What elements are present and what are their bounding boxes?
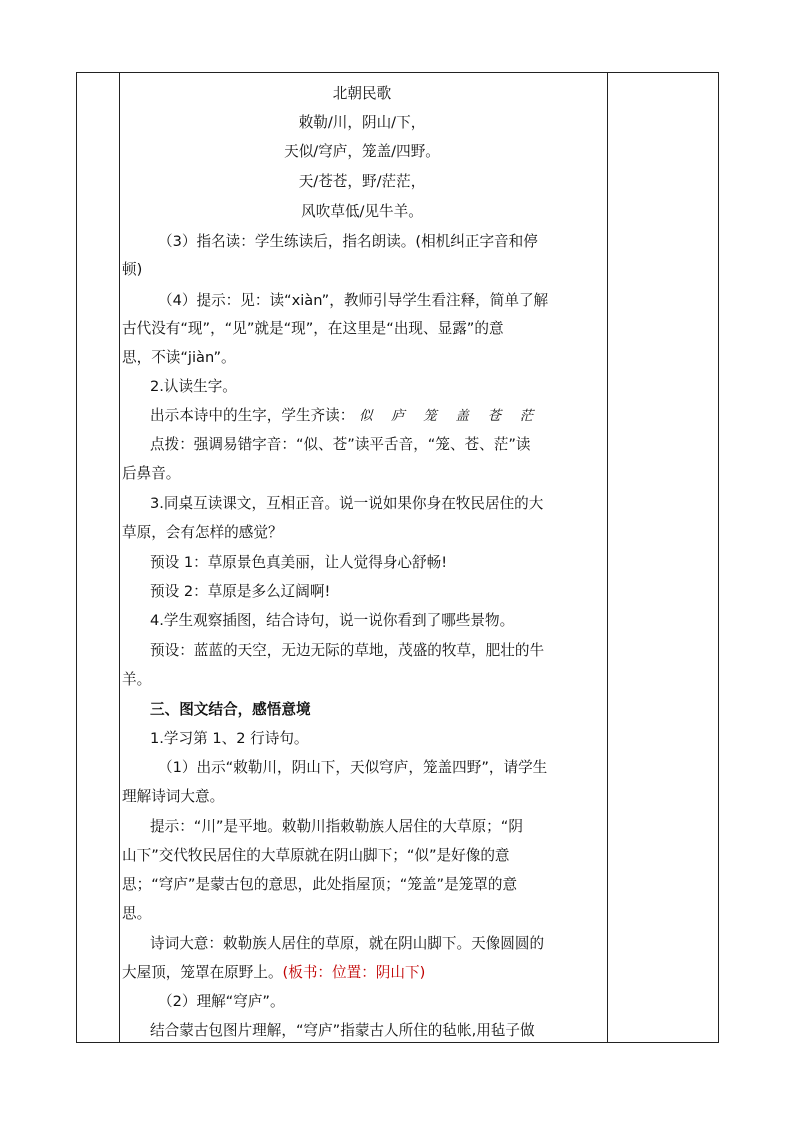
yurt-explanation: 结合蒙古包图片理解，“穹庐”指蒙古人所住的毡帐,用毡子做 xyxy=(150,1022,535,1039)
new-character: 盖 xyxy=(455,408,469,424)
column-divider-left xyxy=(119,73,120,1042)
lesson-1-heading: 1.学习第 1、2 行诗句。 xyxy=(150,730,309,747)
new-characters-prefix: 出示本诗中的生字，学生齐读： xyxy=(150,407,355,424)
poem-meaning-cont xyxy=(122,963,425,983)
preset-answer-1: 预设 1：草原景色真美丽，让人觉得身心舒畅! xyxy=(150,554,448,571)
poem-line-1: 敕勒/川，阴山/下， xyxy=(298,114,426,131)
hint-paragraph: 提示：“川”是平地。敕勒川指敕勒族人居住的大草原；“阴 xyxy=(150,818,523,835)
lesson-1-step-1: （1）出示“敕勒川，阴山下，天似穹庐，笼盖四野”，请学生 xyxy=(158,759,548,776)
paragraph-pronunciation-tip-cont: 后鼻音。 xyxy=(122,465,181,482)
poem-meaning-text: 大屋顶，笼罩在原野上。 xyxy=(122,964,283,981)
paragraph-pronunciation-tip: 点拨：强调易错字音：“似、苍”读平舌音，“笼、苍、茫”读 xyxy=(150,436,531,453)
board-note: (板书：位置：阴山下) xyxy=(282,964,426,981)
paragraph-read-aloud: （3）指名读：学生练读后，指名朗读。(相机纠正字音和停 xyxy=(158,233,538,250)
column-divider-right xyxy=(607,73,608,1042)
step-3-heading-cont: 草原，会有怎样的感觉？ xyxy=(122,524,283,541)
paragraph-hint-xian-cont-1: 古代没有“现”，“见”就是“现”，在这里是“出现、显露”的意 xyxy=(122,320,504,337)
section-3-heading: 三、图文结合，感悟意境 xyxy=(150,701,311,718)
new-character: 似 xyxy=(358,408,373,424)
paragraph-read-aloud-cont: 顿) xyxy=(122,261,143,278)
preset-answer-2: 预设 2：草原是多么辽阔啊! xyxy=(150,583,331,600)
step-2-heading: 2.认读生字。 xyxy=(150,378,237,395)
step-4-heading: 4.学生观察插图，结合诗句，说一说你看到了哪些景物。 xyxy=(150,612,515,629)
poem-line-4: 风吹草低/见牛羊。 xyxy=(301,203,423,220)
new-character: 苍 xyxy=(487,408,502,424)
poem-line-3: 天/苍苍，野/茫茫， xyxy=(298,173,426,190)
paragraph-hint-xian: （4）提示：见：读“xiàn”，教师引导学生看注释，简单了解 xyxy=(158,292,549,309)
preset-answer-3: 预设：蓝蓝的天空，无边无际的草地，茂盛的牧草，肥壮的牛 xyxy=(150,642,545,659)
step-3-heading: 3.同桌互读课文，互相正音。说一说如果你身在牧民居住的大 xyxy=(150,495,544,512)
lesson-1-step-2: （2）理解“穹庐”。 xyxy=(158,993,285,1010)
new-characters-line xyxy=(150,406,547,426)
lesson-1-step-1-cont: 理解诗词大意。 xyxy=(122,788,225,805)
poem-subtitle: 北朝民歌 xyxy=(332,85,392,102)
hint-paragraph-cont-3: 思。 xyxy=(122,905,152,922)
hint-paragraph-cont-1: 山下”交代牧民居住的大草原就在阴山脚下；“似”是好像的意 xyxy=(122,847,510,864)
new-character: 笼 xyxy=(423,408,437,424)
new-character: 茫 xyxy=(519,408,534,424)
poem-meaning: 诗词大意：敕勒族人居住的草原，就在阴山脚下。天像圆圆的 xyxy=(150,935,545,952)
paragraph-hint-xian-cont-2: 思，不读“jiàn”。 xyxy=(122,349,236,366)
hint-paragraph-cont-2: 思；“穹庐”是蒙古包的意思，此处指屋顶；“笼盖”是笼罩的意 xyxy=(122,876,518,893)
preset-answer-3-cont: 羊。 xyxy=(122,671,152,688)
poem-line-2: 天似/穹庐，笼盖/四野。 xyxy=(284,143,440,160)
new-character: 庐 xyxy=(391,408,405,424)
